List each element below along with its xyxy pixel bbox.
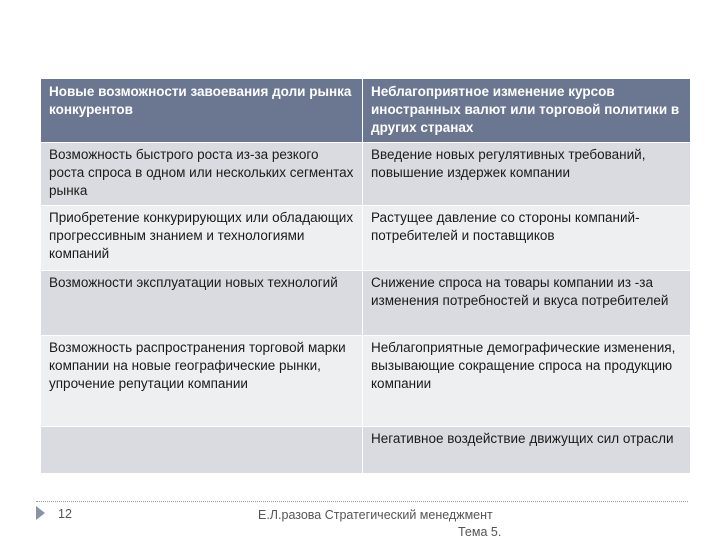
footer-author: Е.Л.разова Стратегический менеджмент — [258, 508, 493, 522]
opportunities-threats-table — [40, 78, 691, 474]
opportunity-cell: Приобретение конкурирующих или обладающих прогрессивным знанием и технологиями компаний — [41, 206, 363, 271]
threat-cell: Неблагоприятные демографические изменения, вызывающие сокращение спроса на продукцию компании — [363, 336, 691, 427]
table-row — [41, 271, 691, 336]
header-opportunities: Новые возможности завоевания доли рынка конкурентов — [41, 79, 363, 143]
swot-table-container — [40, 78, 690, 474]
threat-cell: Снижение спроса на товары компании из -за изменения потребностей и вкуса потребителей — [363, 271, 691, 336]
page-number: 12 — [58, 507, 72, 521]
footer-triangle-icon — [36, 506, 45, 520]
table-row — [41, 336, 691, 427]
threat-cell: Введение новых регулятивных требований, повышение издержек компании — [363, 143, 691, 206]
footer-topic: Тема 5. — [458, 525, 502, 539]
opportunity-cell: Возможность распространения торговой марки компании на новые географические рынки, упрочение репутации компании — [41, 336, 363, 427]
table-row — [41, 143, 691, 206]
footer-divider — [36, 501, 688, 502]
threat-cell: Растущее давление со стороны компаний-потребителей и поставщиков — [363, 206, 691, 271]
header-threats: Неблагоприятное изменение курсов иностранных валют или торговой политики в других странах — [363, 79, 691, 143]
footer-caption — [258, 507, 558, 541]
opportunity-cell: Возможность быстрого роста из-за резкого роста спроса в одном или нескольких сегментах рынка — [41, 143, 363, 206]
threat-cell: Негативное воздействие движущих сил отрасли — [363, 427, 691, 474]
table-row — [41, 427, 691, 474]
table-row — [41, 206, 691, 271]
opportunity-cell: Возможности эксплуатации новых технологий — [41, 271, 363, 336]
opportunity-cell-empty — [41, 427, 363, 474]
table-header-row — [41, 79, 691, 143]
